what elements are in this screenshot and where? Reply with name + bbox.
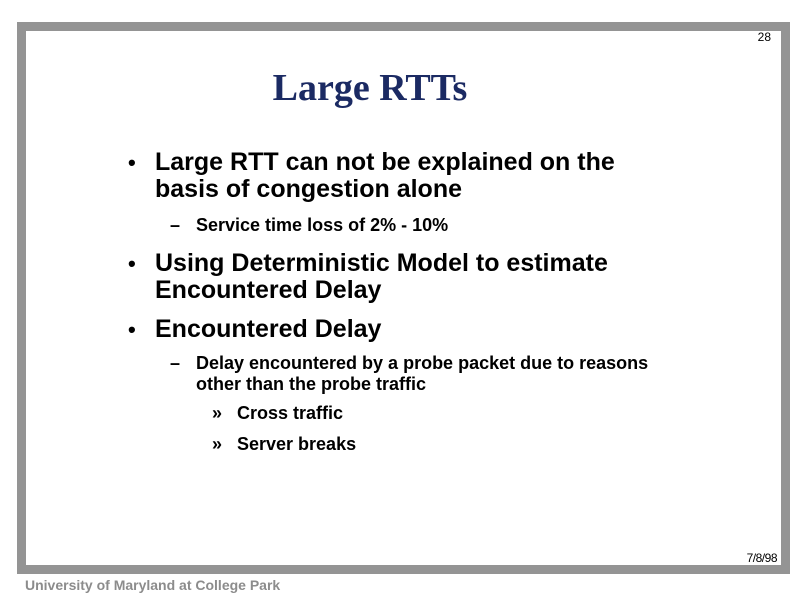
bullet-item [128,403,708,424]
footer-institution: University of Maryland at College Park [25,577,281,593]
bullet-marker: • [128,251,136,276]
bullet-item [128,215,708,236]
guillemet-marker: » [212,403,223,423]
slide-title: Large RTTs [272,67,468,109]
footer-date: 7/8/98 [746,551,777,565]
bullet-item [128,434,708,455]
bullet-text [155,149,615,203]
bullet-item [128,316,708,343]
bullet-text [237,403,343,424]
bullet-line: Service time loss of 2% - 10% [196,215,449,235]
bullet-line: other than the probe traffic [196,374,427,394]
guillemet-marker: » [212,434,223,454]
slide-body [128,149,708,455]
bullet-text [155,316,381,343]
bullet-text [155,250,608,304]
bullet-text [196,353,648,395]
dash-marker: – [170,215,181,235]
bullet-marker: • [128,150,136,175]
bullet-line: basis of congestion alone [155,175,462,203]
bullet-item [128,149,708,203]
bullet-item [128,250,708,304]
bullet-text [237,434,356,455]
bullet-line: Encountered Delay [155,315,382,343]
bullet-marker: • [128,317,136,342]
dash-marker: – [170,353,181,373]
bullet-line: Server breaks [237,434,357,454]
bullet-text [196,215,448,236]
bullet-line: Encountered Delay [155,276,382,304]
bullet-item [128,353,708,395]
bullet-line: Cross traffic [237,403,344,423]
page-number: 28 [757,30,771,44]
bullet-line: Large RTT can not be explained on the [155,148,615,176]
bullet-line: Using Deterministic Model to estimate [155,249,608,277]
bullet-line: Delay encountered by a probe packet due to reasons [196,353,649,373]
